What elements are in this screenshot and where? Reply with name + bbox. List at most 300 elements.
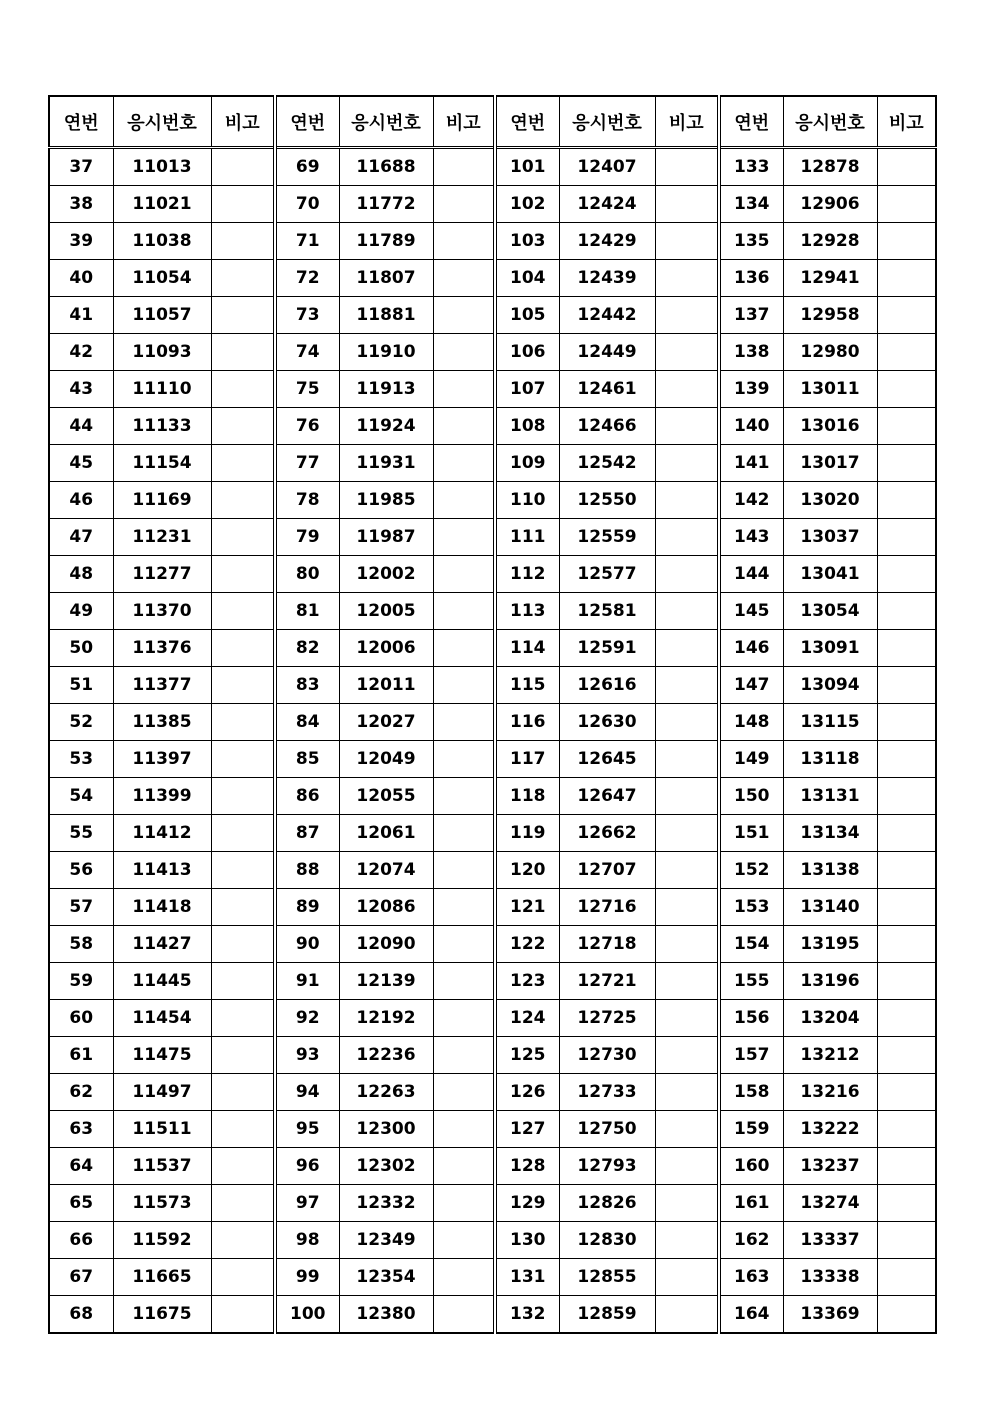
seq-cell: 102: [495, 186, 559, 223]
seq-cell: 43: [49, 371, 113, 408]
exam-no-cell: 13138: [783, 852, 877, 889]
roster-body: [49, 148, 936, 1334]
seq-cell: 90: [275, 926, 339, 963]
exam-no-cell: 12302: [339, 1148, 433, 1185]
exam-no-cell: 12349: [339, 1222, 433, 1259]
seq-cell: 140: [719, 408, 783, 445]
seq-cell: 45: [49, 445, 113, 482]
exam-no-cell: 11592: [113, 1222, 211, 1259]
remarks-cell: [211, 1185, 275, 1222]
remarks-cell: [655, 1296, 719, 1334]
seq-cell: 157: [719, 1037, 783, 1074]
table-row: [49, 667, 936, 704]
remarks-cell: [877, 963, 936, 1000]
remarks-cell: [433, 1259, 495, 1296]
remarks-cell: [877, 1148, 936, 1185]
seq-cell: 84: [275, 704, 339, 741]
exam-no-cell: 11772: [339, 186, 433, 223]
remarks-cell: [655, 148, 719, 186]
remarks-cell: [433, 1000, 495, 1037]
exam-no-cell: 11931: [339, 445, 433, 482]
exam-no-cell: 11537: [113, 1148, 211, 1185]
exam-no-cell: 11445: [113, 963, 211, 1000]
remarks-cell: [655, 778, 719, 815]
exam-no-cell: 11057: [113, 297, 211, 334]
exam-no-cell: 13237: [783, 1148, 877, 1185]
remarks-cell: [211, 852, 275, 889]
remarks-cell: [433, 334, 495, 371]
exam-no-cell: 13115: [783, 704, 877, 741]
seq-cell: 79: [275, 519, 339, 556]
seq-cell: 152: [719, 852, 783, 889]
exam-no-header: 응시번호: [339, 96, 433, 148]
remarks-cell: [433, 408, 495, 445]
seq-cell: 91: [275, 963, 339, 1000]
exam-no-cell: 12006: [339, 630, 433, 667]
exam-no-cell: 13020: [783, 482, 877, 519]
seq-cell: 38: [49, 186, 113, 223]
remarks-cell: [877, 926, 936, 963]
exam-no-cell: 12559: [559, 519, 655, 556]
remarks-cell: [877, 852, 936, 889]
remarks-cell: [211, 778, 275, 815]
remarks-cell: [655, 630, 719, 667]
exam-no-cell: 13369: [783, 1296, 877, 1334]
remarks-cell: [211, 1000, 275, 1037]
remarks-cell: [433, 741, 495, 778]
seq-cell: 110: [495, 482, 559, 519]
remarks-cell: [433, 1222, 495, 1259]
exam-no-cell: 11154: [113, 445, 211, 482]
table-row: [49, 186, 936, 223]
remarks-cell: [211, 1111, 275, 1148]
remarks-cell: [211, 630, 275, 667]
exam-no-cell: 11385: [113, 704, 211, 741]
remarks-cell: [877, 1185, 936, 1222]
seq-cell: 105: [495, 297, 559, 334]
exam-no-cell: 11573: [113, 1185, 211, 1222]
remarks-cell: [655, 889, 719, 926]
exam-no-cell: 12139: [339, 963, 433, 1000]
seq-cell: 113: [495, 593, 559, 630]
remarks-cell: [433, 1185, 495, 1222]
remarks-cell: [433, 926, 495, 963]
seq-cell: 126: [495, 1074, 559, 1111]
seq-cell: 50: [49, 630, 113, 667]
seq-cell: 82: [275, 630, 339, 667]
exam-no-cell: 12424: [559, 186, 655, 223]
remarks-cell: [211, 556, 275, 593]
exam-no-cell: 12581: [559, 593, 655, 630]
seq-cell: 132: [495, 1296, 559, 1334]
table-row: [49, 482, 936, 519]
remarks-cell: [655, 1000, 719, 1037]
exam-no-cell: 11427: [113, 926, 211, 963]
remarks-cell: [655, 852, 719, 889]
table-row: [49, 1222, 936, 1259]
seq-cell: 58: [49, 926, 113, 963]
seq-cell: 39: [49, 223, 113, 260]
seq-cell: 138: [719, 334, 783, 371]
exam-no-cell: 12461: [559, 371, 655, 408]
remarks-cell: [433, 519, 495, 556]
remarks-cell: [655, 445, 719, 482]
exam-no-cell: 13017: [783, 445, 877, 482]
seq-cell: 76: [275, 408, 339, 445]
table-row: [49, 297, 936, 334]
exam-no-cell: 12354: [339, 1259, 433, 1296]
exam-no-cell: 12630: [559, 704, 655, 741]
remarks-cell: [655, 1259, 719, 1296]
exam-no-cell: 12449: [559, 334, 655, 371]
remarks-cell: [211, 297, 275, 334]
remarks-cell: [655, 963, 719, 1000]
remarks-cell: [433, 482, 495, 519]
seq-cell: 150: [719, 778, 783, 815]
table-row: [49, 889, 936, 926]
exam-no-cell: 12859: [559, 1296, 655, 1334]
table-row: [49, 1185, 936, 1222]
seq-cell: 119: [495, 815, 559, 852]
remarks-cell: [433, 630, 495, 667]
exam-no-cell: 12439: [559, 260, 655, 297]
table-row: [49, 963, 936, 1000]
seq-cell: 163: [719, 1259, 783, 1296]
exam-no-cell: 11376: [113, 630, 211, 667]
remarks-cell: [655, 593, 719, 630]
exam-no-cell: 12826: [559, 1185, 655, 1222]
exam-no-cell: 12263: [339, 1074, 433, 1111]
seq-cell: 104: [495, 260, 559, 297]
remarks-cell: [655, 297, 719, 334]
exam-no-cell: 11370: [113, 593, 211, 630]
remarks-cell: [877, 1111, 936, 1148]
remarks-header: 비고: [877, 96, 936, 148]
exam-no-cell: 12733: [559, 1074, 655, 1111]
exam-no-cell: 13195: [783, 926, 877, 963]
seq-cell: 41: [49, 297, 113, 334]
exam-no-cell: 12577: [559, 556, 655, 593]
remarks-cell: [655, 408, 719, 445]
remarks-cell: [877, 371, 936, 408]
exam-no-cell: 13094: [783, 667, 877, 704]
exam-no-cell: 11013: [113, 148, 211, 186]
seq-cell: 72: [275, 260, 339, 297]
seq-cell: 111: [495, 519, 559, 556]
exam-no-cell: 13204: [783, 1000, 877, 1037]
seq-cell: 57: [49, 889, 113, 926]
exam-no-cell: 12407: [559, 148, 655, 186]
remarks-cell: [211, 1222, 275, 1259]
remarks-cell: [877, 334, 936, 371]
remarks-cell: [433, 1148, 495, 1185]
remarks-cell: [211, 889, 275, 926]
exam-no-cell: 12718: [559, 926, 655, 963]
remarks-cell: [877, 519, 936, 556]
seq-cell: 143: [719, 519, 783, 556]
remarks-cell: [433, 852, 495, 889]
exam-no-cell: 13337: [783, 1222, 877, 1259]
seq-cell: 156: [719, 1000, 783, 1037]
seq-cell: 92: [275, 1000, 339, 1037]
exam-no-cell: 13338: [783, 1259, 877, 1296]
remarks-cell: [877, 889, 936, 926]
exam-no-cell: 11910: [339, 334, 433, 371]
seq-cell: 144: [719, 556, 783, 593]
seq-cell: 77: [275, 445, 339, 482]
remarks-cell: [877, 630, 936, 667]
remarks-cell: [877, 593, 936, 630]
remarks-cell: [211, 223, 275, 260]
remarks-cell: [211, 741, 275, 778]
exam-no-cell: 13041: [783, 556, 877, 593]
remarks-cell: [655, 1111, 719, 1148]
seq-cell: 122: [495, 926, 559, 963]
remarks-cell: [211, 1296, 275, 1334]
seq-cell: 164: [719, 1296, 783, 1334]
exam-no-cell: 11110: [113, 371, 211, 408]
remarks-cell: [655, 704, 719, 741]
remarks-cell: [433, 1296, 495, 1334]
table-row: [49, 1296, 936, 1334]
exam-no-cell: 12662: [559, 815, 655, 852]
seq-cell: 108: [495, 408, 559, 445]
table-row: [49, 778, 936, 815]
remarks-cell: [655, 815, 719, 852]
exam-no-cell: 12055: [339, 778, 433, 815]
seq-cell: 59: [49, 963, 113, 1000]
seq-cell: 70: [275, 186, 339, 223]
remarks-cell: [877, 1296, 936, 1334]
exam-no-cell: 11418: [113, 889, 211, 926]
exam-no-cell: 11054: [113, 260, 211, 297]
exam-no-cell: 11497: [113, 1074, 211, 1111]
remarks-cell: [211, 1074, 275, 1111]
exam-no-cell: 12591: [559, 630, 655, 667]
remarks-cell: [877, 408, 936, 445]
remarks-cell: [655, 556, 719, 593]
remarks-cell: [433, 889, 495, 926]
seq-cell: 44: [49, 408, 113, 445]
seq-cell: 103: [495, 223, 559, 260]
exam-no-cell: 12300: [339, 1111, 433, 1148]
exam-no-cell: 12928: [783, 223, 877, 260]
seq-cell: 65: [49, 1185, 113, 1222]
remarks-cell: [211, 260, 275, 297]
exam-roster-table: [48, 95, 937, 1334]
seq-cell: 73: [275, 297, 339, 334]
seq-cell: 107: [495, 371, 559, 408]
exam-no-cell: 11881: [339, 297, 433, 334]
table-row: [49, 630, 936, 667]
seq-cell: 98: [275, 1222, 339, 1259]
table-row: [49, 223, 936, 260]
remarks-cell: [433, 223, 495, 260]
table-row: [49, 371, 936, 408]
seq-cell: 123: [495, 963, 559, 1000]
exam-no-cell: 12550: [559, 482, 655, 519]
remarks-cell: [655, 1148, 719, 1185]
remarks-cell: [655, 741, 719, 778]
seq-cell: 125: [495, 1037, 559, 1074]
seq-header: 연번: [495, 96, 559, 148]
exam-no-cell: 12616: [559, 667, 655, 704]
exam-no-cell: 11511: [113, 1111, 211, 1148]
exam-no-cell: 12061: [339, 815, 433, 852]
remarks-cell: [655, 519, 719, 556]
exam-no-cell: 12793: [559, 1148, 655, 1185]
seq-cell: 109: [495, 445, 559, 482]
exam-no-cell: 12725: [559, 1000, 655, 1037]
table-row: [49, 556, 936, 593]
seq-cell: 85: [275, 741, 339, 778]
remarks-cell: [877, 667, 936, 704]
seq-cell: 100: [275, 1296, 339, 1334]
seq-cell: 147: [719, 667, 783, 704]
exam-no-cell: 11675: [113, 1296, 211, 1334]
exam-no-cell: 12380: [339, 1296, 433, 1334]
exam-no-cell: 12855: [559, 1259, 655, 1296]
seq-cell: 56: [49, 852, 113, 889]
remarks-cell: [433, 556, 495, 593]
remarks-cell: [211, 1148, 275, 1185]
seq-cell: 151: [719, 815, 783, 852]
exam-no-cell: 11454: [113, 1000, 211, 1037]
seq-cell: 75: [275, 371, 339, 408]
exam-no-header: 응시번호: [783, 96, 877, 148]
exam-no-cell: 12878: [783, 148, 877, 186]
exam-no-cell: 13131: [783, 778, 877, 815]
exam-no-cell: 11913: [339, 371, 433, 408]
exam-no-cell: 12074: [339, 852, 433, 889]
seq-cell: 139: [719, 371, 783, 408]
table-row: [49, 1074, 936, 1111]
exam-no-cell: 12090: [339, 926, 433, 963]
exam-no-cell: 11093: [113, 334, 211, 371]
exam-no-cell: 11038: [113, 223, 211, 260]
exam-no-cell: 12906: [783, 186, 877, 223]
seq-header: 연번: [719, 96, 783, 148]
exam-no-cell: 11413: [113, 852, 211, 889]
remarks-cell: [877, 445, 936, 482]
exam-no-cell: 11475: [113, 1037, 211, 1074]
remarks-cell: [433, 371, 495, 408]
remarks-cell: [877, 148, 936, 186]
table-row: [49, 1000, 936, 1037]
seq-cell: 69: [275, 148, 339, 186]
seq-cell: 135: [719, 223, 783, 260]
table-row: [49, 1111, 936, 1148]
seq-cell: 71: [275, 223, 339, 260]
remarks-cell: [655, 667, 719, 704]
remarks-cell: [433, 704, 495, 741]
seq-cell: 120: [495, 852, 559, 889]
seq-cell: 118: [495, 778, 559, 815]
remarks-cell: [655, 260, 719, 297]
exam-no-cell: 11133: [113, 408, 211, 445]
remarks-cell: [877, 1037, 936, 1074]
exam-no-cell: 12442: [559, 297, 655, 334]
exam-no-cell: 11169: [113, 482, 211, 519]
remarks-cell: [433, 963, 495, 1000]
table-row: [49, 926, 936, 963]
seq-cell: 133: [719, 148, 783, 186]
seq-cell: 53: [49, 741, 113, 778]
seq-cell: 61: [49, 1037, 113, 1074]
exam-no-cell: 12011: [339, 667, 433, 704]
seq-cell: 114: [495, 630, 559, 667]
remarks-cell: [655, 926, 719, 963]
exam-no-cell: 11412: [113, 815, 211, 852]
seq-cell: 68: [49, 1296, 113, 1334]
remarks-cell: [211, 963, 275, 1000]
exam-no-cell: 11985: [339, 482, 433, 519]
seq-cell: 67: [49, 1259, 113, 1296]
exam-no-cell: 13196: [783, 963, 877, 1000]
table-row: [49, 741, 936, 778]
seq-cell: 106: [495, 334, 559, 371]
exam-no-cell: 12941: [783, 260, 877, 297]
seq-cell: 94: [275, 1074, 339, 1111]
exam-no-cell: 11277: [113, 556, 211, 593]
seq-cell: 130: [495, 1222, 559, 1259]
seq-cell: 52: [49, 704, 113, 741]
remarks-cell: [211, 482, 275, 519]
remarks-cell: [655, 1185, 719, 1222]
exam-no-cell: 12429: [559, 223, 655, 260]
exam-no-cell: 12027: [339, 704, 433, 741]
exam-no-cell: 11789: [339, 223, 433, 260]
exam-no-cell: 12730: [559, 1037, 655, 1074]
remarks-cell: [211, 593, 275, 630]
seq-cell: 97: [275, 1185, 339, 1222]
exam-no-cell: 13140: [783, 889, 877, 926]
remarks-cell: [433, 260, 495, 297]
seq-cell: 37: [49, 148, 113, 186]
remarks-cell: [211, 1259, 275, 1296]
seq-cell: 99: [275, 1259, 339, 1296]
seq-cell: 86: [275, 778, 339, 815]
exam-no-cell: 13091: [783, 630, 877, 667]
seq-cell: 136: [719, 260, 783, 297]
remarks-cell: [211, 519, 275, 556]
seq-cell: 115: [495, 667, 559, 704]
exam-no-cell: 12049: [339, 741, 433, 778]
remarks-cell: [655, 1222, 719, 1259]
remarks-cell: [433, 186, 495, 223]
remarks-cell: [877, 482, 936, 519]
remarks-cell: [211, 408, 275, 445]
exam-no-cell: 13011: [783, 371, 877, 408]
exam-no-cell: 12542: [559, 445, 655, 482]
table-row: [49, 704, 936, 741]
seq-cell: 46: [49, 482, 113, 519]
seq-cell: 131: [495, 1259, 559, 1296]
exam-no-cell: 12716: [559, 889, 655, 926]
remarks-cell: [433, 778, 495, 815]
seq-cell: 55: [49, 815, 113, 852]
seq-cell: 155: [719, 963, 783, 1000]
exam-no-cell: 13118: [783, 741, 877, 778]
seq-cell: 80: [275, 556, 339, 593]
seq-header: 연번: [49, 96, 113, 148]
exam-no-cell: 13216: [783, 1074, 877, 1111]
exam-no-cell: 12002: [339, 556, 433, 593]
remarks-cell: [433, 445, 495, 482]
seq-cell: 159: [719, 1111, 783, 1148]
remarks-cell: [877, 815, 936, 852]
remarks-cell: [877, 223, 936, 260]
